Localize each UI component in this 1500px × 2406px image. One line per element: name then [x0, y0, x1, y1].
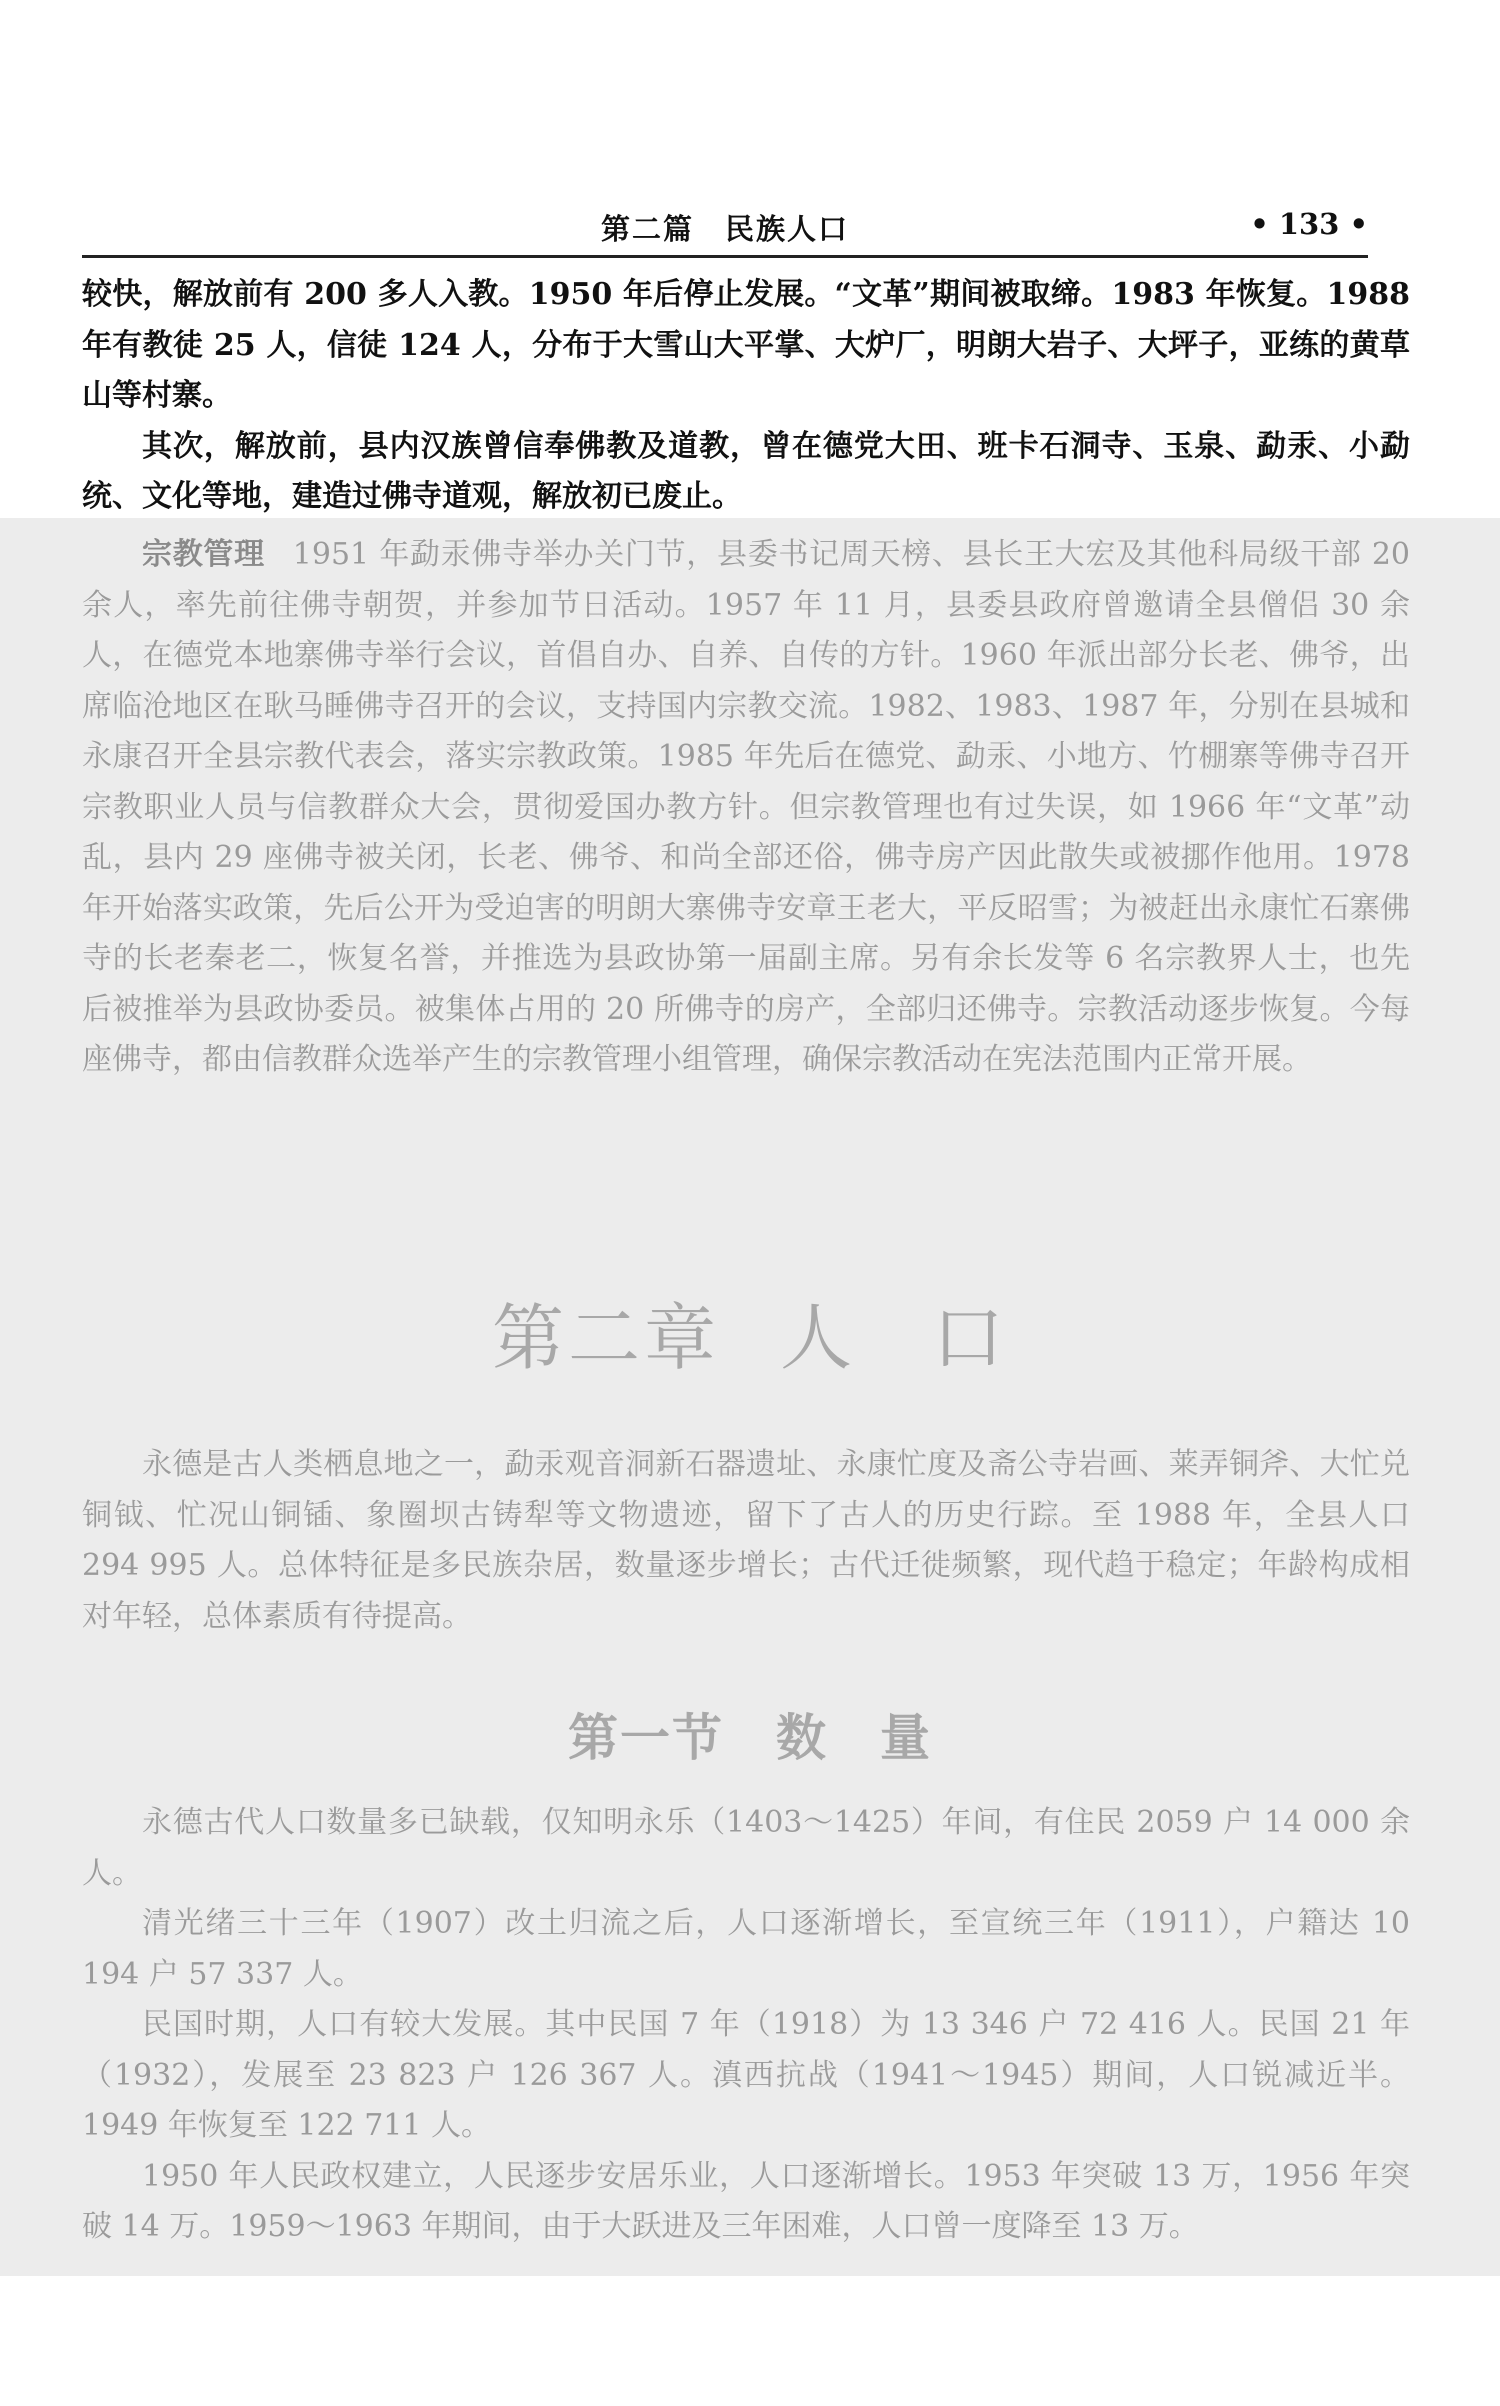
section-body-block	[82, 1798, 1410, 2253]
paragraph-ancient-population: 永德古代人口数量多已缺载，仅知明永乐（1403～1425）年间，有住民 2059 户 14 000 余人。	[82, 1805, 1410, 1891]
faded-region	[0, 518, 1500, 2276]
page-header	[82, 205, 1368, 258]
religion-management-block	[82, 530, 1410, 1086]
paragraph-prc-population: 1950 年人民政权建立，人民逐步安居乐业，人口逐渐增长。1953 年突破 13 万，1956 年突破 14 万。1959～1963 年期间，由于大跃进及三年困难，人口曾一度降至 13 万。	[82, 2158, 1410, 2244]
paragraph-han-buddhism: 其次，解放前，县内汉族曾信奉佛教及道教，曾在德党大田、班卡石洞寺、玉泉、勐汞、小勐统、文化等地，建造过佛寺道观，解放初已废止。	[82, 428, 1410, 514]
section-title: 第一节 数 量	[568, 1708, 932, 1767]
chapter-intro-block	[82, 1440, 1410, 1642]
paragraph-republic-population: 民国时期，人口有较大发展。其中民国 7 年（1918）为 13 346 户 72 416 人。民国 21 年（1932），发展至 23 823 户 126 367 人。滇西抗战（1941～1945）期间，人口锐减近半。1949 年恢复至 122 711 人。	[82, 2007, 1410, 2143]
paragraph-religion-management	[82, 530, 1410, 1086]
paragraph-qing-population: 清光绪三十三年（1907）改土归流之后，人口逐渐增长，至宣统三年（1911），户籍达 10 194 户 57 337 人。	[82, 1906, 1410, 1992]
running-title: 第二篇 民族人口	[600, 212, 849, 246]
paragraph-chapter-intro: 永德是古人类栖息地之一，勐汞观音洞新石器遗址、永康忙度及斋公寺岩画、莱弄铜斧、大忙兑铜钺、忙况山铜锸、象圈坝古铸犁等文物遗迹，留下了古人的历史行踪。至 1988 年，全县人口 294 995 人。总体特征是多民族杂居，数量逐步增长；古代迁徙频繁，现代趋于稳定；年龄构成相对年轻，总体素质有待提高。	[82, 1447, 1410, 1634]
chapter-title-name: 人 口	[780, 1296, 1009, 1380]
top-text-block	[82, 270, 1410, 523]
paragraph-continued: 较快，解放前有 200 多人入教。1950 年后停止发展。“文革”期间被取缔。1983 年恢复。1988 年有教徒 25 人，信徒 124 人，分布于大雪山大平掌、大炉厂，明朗大岩子、大坪子，亚练的黄草山等村寨。	[82, 277, 1410, 413]
page-number: • 133 •	[1250, 207, 1368, 241]
religion-management-label: 宗教管理	[142, 537, 265, 572]
religion-management-text: 1951 年勐汞佛寺举办关门节，县委书记周天榜、县长王大宏及其他科局级干部 20 余人，率先前往佛寺朝贺，并参加节日活动。1957 年 11 月，县委县政府曾邀请全县僧侣 30 余人，在德党本地寨佛寺举行会议，首倡自办、自养、自传的方针。1960 年派出部分长老、佛爷，出席临沧地区在耿马睡佛寺召开的会议，支持国内宗教交流。1982、1983、1987 年，分别在县城和永康召开全县宗教代表会，落实宗教政策。1985 年先后在德党、勐汞、小地方、竹棚寨等佛寺召开宗教职业人员与信教群众大会，贯彻爱国办教方针。但宗教管理也有过失误，如 1966 年“文革”动乱，县内 29 座佛寺被关闭，长老、佛爷、和尚全部还俗，佛寺房产因此散失或被挪作他用。1978 年开始落实政策，先后公开为受迫害的明朗大寨佛寺安章王老大，平反昭雪；为被赶出永康忙石寨佛寺的长老秦老二，恢复名誉，并推选为县政协第一届副主席。另有余长发等 6 名宗教界人士，也先后被推举为县政协委员。被集体占用的 20 所佛寺的房产，全部归还佛寺。宗教活动逐步恢复。今每座佛寺，都由信教群众选举产生的宗教管理小组管理，确保宗教活动在宪法范围内正常开展。	[82, 537, 1411, 1077]
chapter-title	[0, 1280, 1500, 1384]
chapter-title-number: 第二章	[491, 1296, 720, 1380]
